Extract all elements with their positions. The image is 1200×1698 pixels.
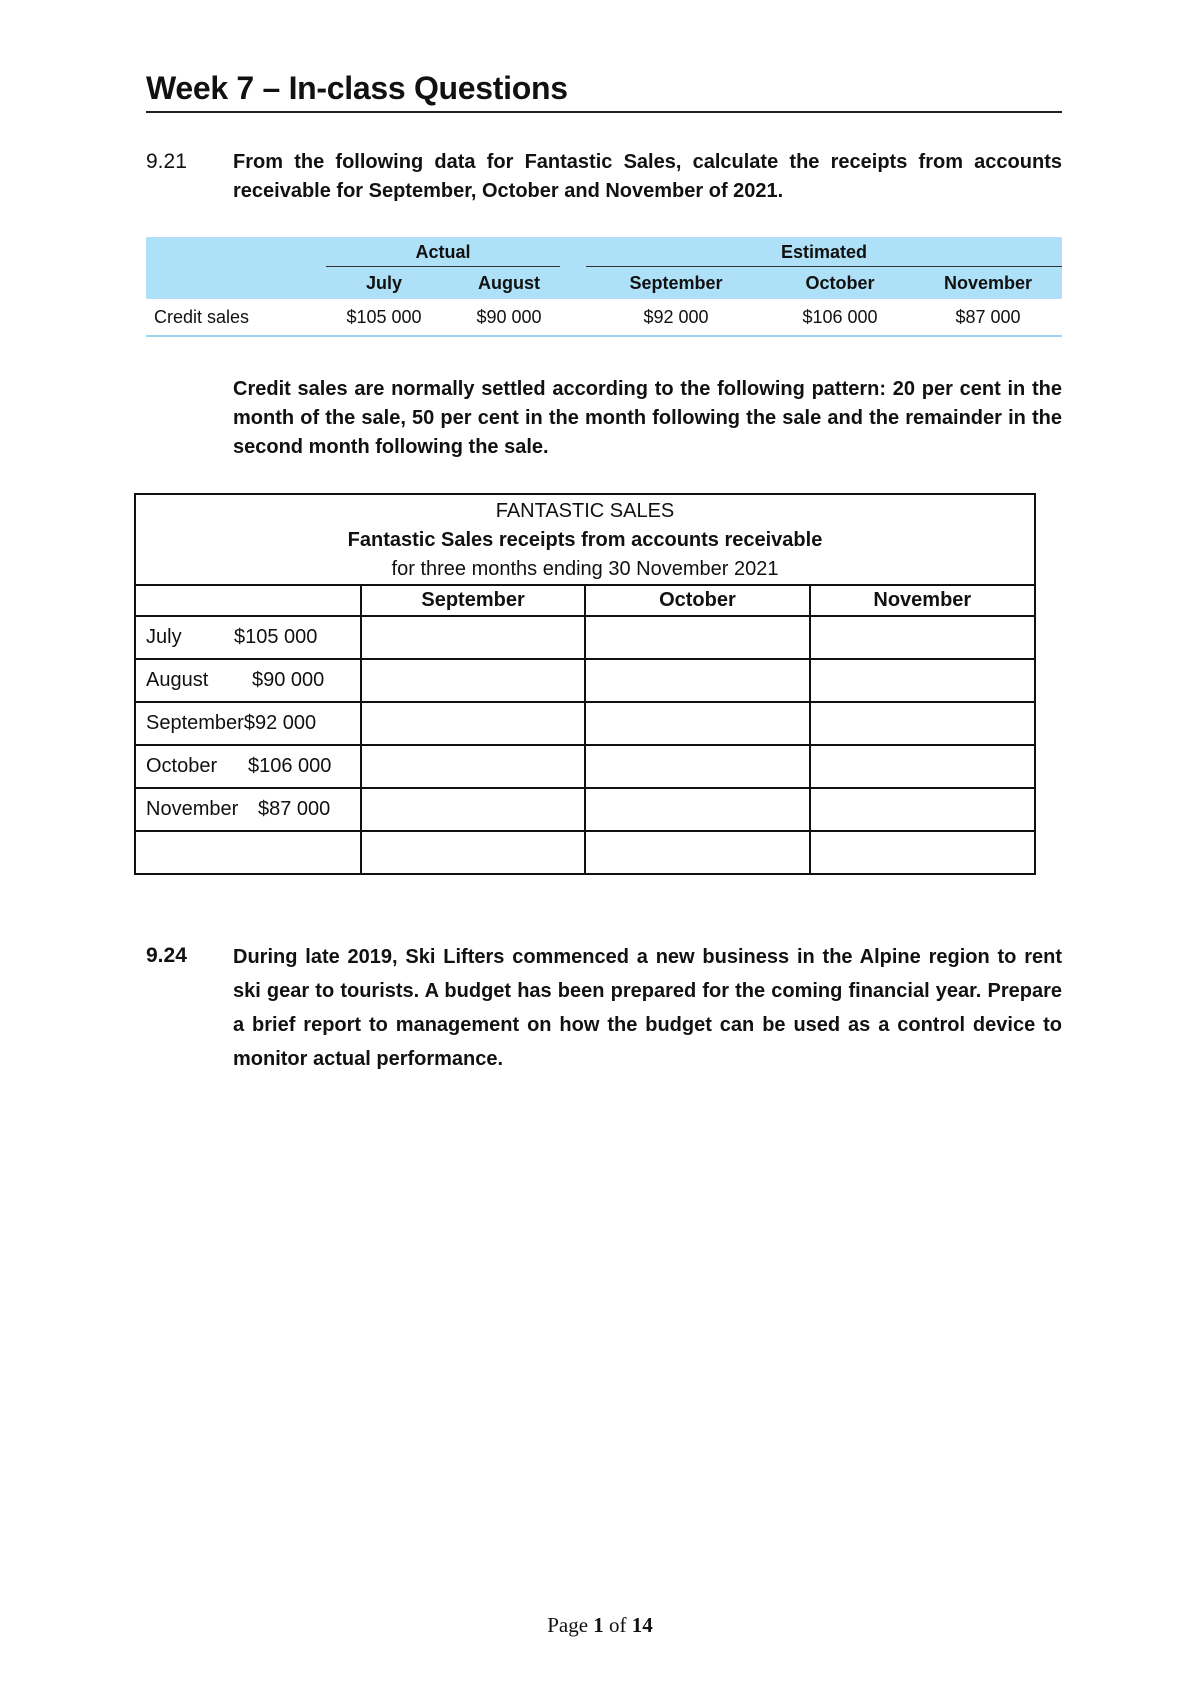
question-text: From the following data for Fantastic Sales, calculate the receipts from accounts receivable for September, October and November of 2021.	[233, 151, 1062, 202]
answer-cell	[585, 831, 809, 874]
page-word: Page	[547, 1613, 589, 1637]
row-amount: $106 000	[248, 755, 332, 777]
answer-cell	[585, 659, 809, 702]
answer-cell	[585, 745, 809, 788]
col-header-month: November	[914, 268, 1062, 299]
answer-cell	[810, 616, 1035, 659]
col-header-november: November	[810, 585, 1035, 616]
settlement-pattern-note: Credit sales are normally settled according to the following pattern: 20 per cent in the month of the sale, 50 per cent in the month following the sale and the remainder in the second month following the sale.	[233, 378, 1062, 458]
question-text: During late 2019, Ski Lifters commenced a new business in the Alpine region to rent ski gear to tourists. A budget has been prepared for the coming financial year. Prepare a brief report to management on how the budget can be used as a control device to monitor actual performance.	[233, 946, 1062, 1070]
col-header-month: July	[318, 268, 450, 299]
current-page: 1	[593, 1613, 604, 1637]
table-row	[135, 616, 1035, 659]
table-row	[135, 745, 1035, 788]
row-amount: $87 000	[258, 798, 331, 820]
answer-cell	[585, 616, 809, 659]
row-amount: $92 000	[243, 712, 317, 734]
col-header-october: October	[585, 585, 809, 616]
group-header-estimated: Estimated	[586, 238, 1062, 267]
statement-title: Fantastic Sales receipts from accounts receivable	[347, 529, 823, 551]
col-header-month: August	[450, 268, 568, 299]
receipts-table-title	[135, 494, 1035, 585]
question-number: 9.24	[146, 944, 187, 967]
receipts-table	[134, 493, 1036, 875]
col-header-september: September	[361, 585, 585, 616]
row-month: July	[146, 626, 182, 648]
credit-sales-table	[146, 237, 1062, 337]
row-month: September	[146, 712, 244, 734]
answer-cell	[810, 702, 1035, 745]
row-month: August	[146, 669, 209, 691]
statement-period: for three months ending 30 November 2021	[391, 558, 779, 580]
answer-cell	[810, 831, 1035, 874]
table-cell: $106 000	[766, 299, 914, 336]
question-number: 9.21	[146, 150, 187, 173]
answer-cell	[810, 659, 1035, 702]
table-row	[135, 659, 1035, 702]
table-cell: $90 000	[450, 299, 568, 336]
col-header-month: September	[586, 268, 766, 299]
answer-cell	[361, 616, 585, 659]
answer-cell	[361, 702, 585, 745]
col-header-month: October	[766, 268, 914, 299]
answer-cell	[361, 788, 585, 831]
table-row	[135, 702, 1035, 745]
table-row	[135, 831, 1035, 874]
answer-cell	[585, 702, 809, 745]
row-amount: $105 000	[234, 626, 318, 648]
company-name: FANTASTIC SALES	[495, 500, 675, 522]
answer-cell	[585, 788, 809, 831]
answer-cell	[361, 659, 585, 702]
table-row	[135, 788, 1035, 831]
of-word: of	[609, 1613, 627, 1637]
table-cell: $105 000	[318, 299, 450, 336]
answer-cell	[810, 788, 1035, 831]
page-footer	[0, 1613, 1200, 1638]
row-label: Credit sales	[146, 299, 318, 336]
total-label-cell	[135, 831, 361, 874]
group-header-actual: Actual	[326, 238, 560, 267]
answer-cell	[810, 745, 1035, 788]
row-amount: $90 000	[252, 669, 325, 691]
answer-cell	[361, 831, 585, 874]
page-title: Week 7 – In-class Questions	[146, 70, 1062, 113]
row-month: November	[146, 798, 239, 820]
table-cell: $92 000	[586, 299, 766, 336]
answer-cell	[361, 745, 585, 788]
total-pages: 14	[631, 1613, 653, 1637]
table-cell: $87 000	[914, 299, 1062, 336]
row-month: October	[146, 755, 218, 777]
